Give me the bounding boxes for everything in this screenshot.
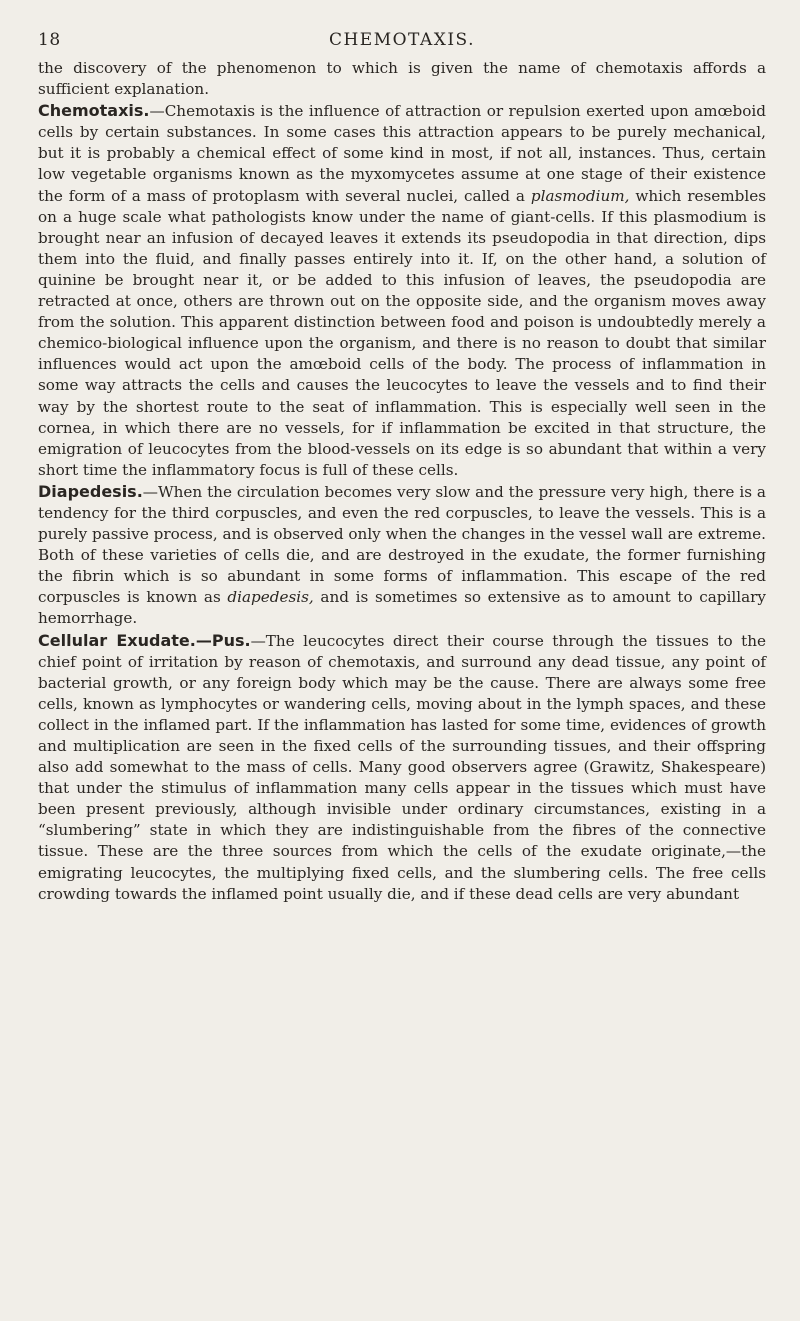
running-head [38, 30, 766, 56]
paragraph-text: which resembles on a huge scale what pathologists know under the name of giant-cells. If this plasmodium is brought near an infusion of decayed leaves it extends its pseudopodia in that direction, dips them into the fluid, and finally passes entirely into it. If, on the other hand, a solution of quinine be brought near it, or be added to this infusion of leaves, the pseudopodia are retracted at once, others are thrown out on the opposite side, and the organism moves away from the solution. This apparent distinction between food and poison is undoubtedly merely a chemico-biological influence upon the organism, and there is no reason to doubt that similar influences would act upon the amœboid cells of the body. The process of inflammation in some way attracts the cells and causes the leucocytes to leave the vessels and to find their way by the shortest route to the seat of inflammation. This is especially well seen in the cornea, in which there are no vessels, for if inflammation be excited in that structure, the emigration of leucocytes from the blood-vessels on its edge is so abundant that within a very short time the inflammatory focus is full of these cells. [38, 186, 766, 479]
paragraph-chemotaxis [38, 100, 766, 481]
paragraph-text: —When the circulation becomes very slow and the pressure very high, there is a tendency for the third corpuscles, and even the red corpuscles, to leave the vessels. This is a purely passive process, and is observed only when the changes in the vessel wall are extreme. Both of these varieties of cells die, and are destroyed in the exudate, the former furnishing the fibrin which is so abundant in some forms of inflammation. This escape of the red corpuscles is known as [38, 482, 766, 607]
paragraph-text: and is sometimes so extensive as to amount to capillary hemorrhage. [38, 588, 766, 628]
paragraph-text: the discovery of the phenomenon to which is given the name of chemotaxis affords a sufficient explanation. [38, 59, 766, 99]
running-title: CHEMOTAXIS. [328, 30, 476, 50]
section-heading-cellular-exudate: Cellular Exudate.—Pus. [38, 630, 251, 650]
section-heading-chemotaxis: Chemotaxis. [38, 101, 150, 121]
paragraph-text: —The leucocytes direct their course through the tissues to the chief point of irritation by reason of chemotaxis, and surround any dead tissue, any point of bacterial growth, or any foreign body which may be the cause. There are always some free cells, known as lymphocytes or wandering cells, moving about in the lymph spaces, and these collect in the inflamed part. If the inflammation has lasted for some time, evidences of growth and multiplication are seen in the fixed cells of the surrounding tissues, and their offspring also add somewhat to the mass of cells. Many good observers agree (Grawitz, Shakespeare) that under the stimulus of inflammation many cells appear in the tissues which must have been present previously, although invisible under ordinary circumstances, existing in a “slumbering” state in which they are indistinguishable from the fibres of the connective tissue. These are the three sources from which the cells of the exudate originate,—the emigrating leucocytes, the multiplying fixed cells, and the slumbering cells. The free cells crowding towards the inflamed point usually die, and if these dead cells are very abundant [38, 631, 766, 903]
paragraph-continuation [38, 58, 766, 100]
paragraph-cellular-exudate [38, 630, 766, 905]
italic-term-diapedesis: diapedesis, [227, 588, 314, 607]
italic-term-plasmodium: plasmodium, [530, 186, 630, 205]
page-number: 18 [38, 30, 61, 50]
section-heading-diapedesis: Diapedesis. [38, 481, 143, 501]
paragraph-diapedesis [38, 481, 766, 630]
paragraph-text: —Chemotaxis is the influence of attraction or repulsion exerted upon amœboid cells by certain substances. In some cases this attraction appears to be purely mechanical, but it is probably a chemical effect of some kind in most, if not all, instances. Thus, certain low vegetable organisms known as the myxomycetes assume at one stage of their existence the form of a mass of protoplasm with several nuclei, called a [38, 102, 766, 205]
